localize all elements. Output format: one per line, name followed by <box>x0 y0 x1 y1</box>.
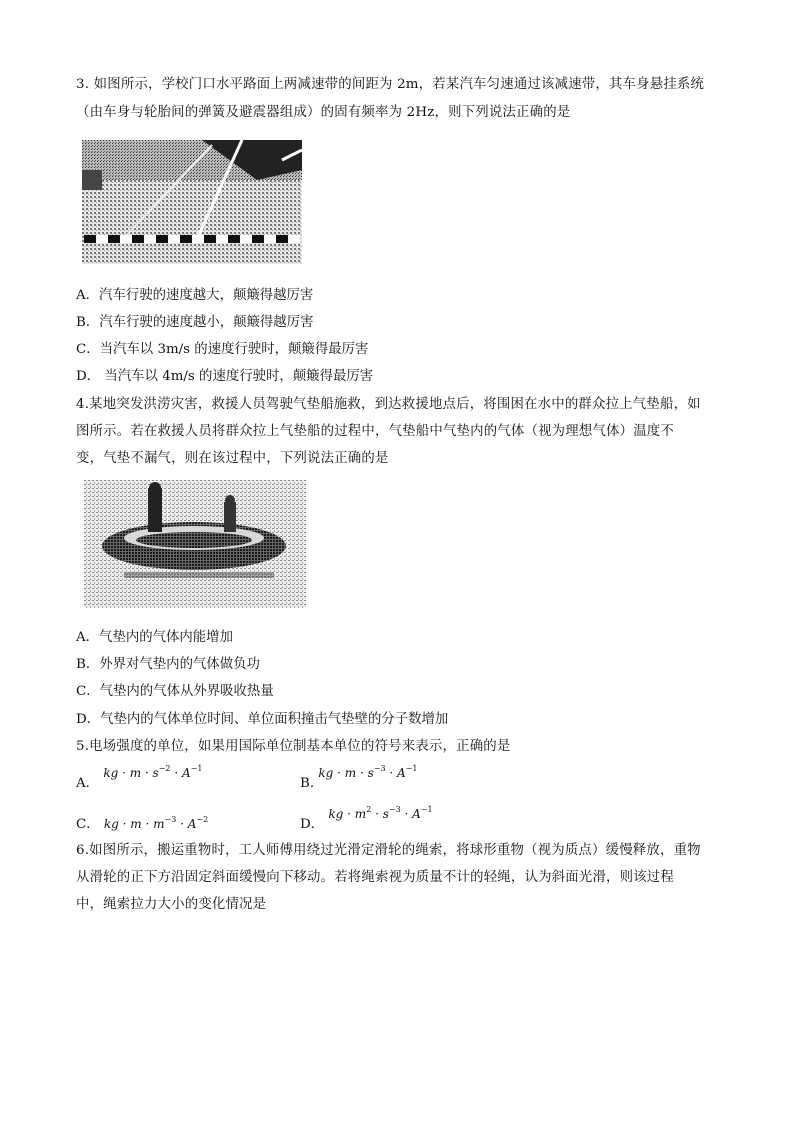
hovercraft-photo <box>84 480 306 608</box>
q6-stem-line3: 中，绳索拉力大小的变化情况是 <box>76 897 267 912</box>
q3-option-c: C．当汽车以 3m/s 的速度行驶时，颠簸得最厉害 <box>76 342 369 357</box>
q5-option-b-letter: B. <box>300 776 315 791</box>
q5-option-c <box>76 811 208 834</box>
q5-option-d-letter: D． <box>300 817 325 832</box>
q5-stem: 5.电场强度的单位，如果用国际单位制基本单位的符号来表示，正确的是 <box>76 739 511 754</box>
q4-stem-line2: 图所示。若在救援人员将群众拉上气垫船的过程中，气垫船中气垫内的气体（视为理想气体）温度不 <box>76 424 674 439</box>
q3-stem-line1: 3. 如图所示，学校门口水平路面上两减速带的间距为 2m，若某汽车匀速通过该减速带，其车身悬挂系统 <box>76 77 705 92</box>
q5-option-a-letter: A． <box>76 776 100 791</box>
q6-stem-line1: 6.如图所示，搬运重物时，工人师傅用绕过光滑定滑轮的绳索，将球形重物（视为质点）缓慢释放，重物 <box>76 843 701 858</box>
q3-option-a: A．汽车行驶的速度越大，颠簸得越厉害 <box>76 288 314 303</box>
q4-option-c: C．气垫内的气体从外界吸收热量 <box>76 684 274 699</box>
q5-option-a <box>76 764 203 793</box>
q5-option-d <box>300 805 433 834</box>
q4-option-d: D．气垫内的气体单位时间、单位面积撞击气垫壁的分子数增加 <box>76 712 449 727</box>
q5-option-b <box>300 764 418 793</box>
q6-stem-line2: 从滑轮的正下方沿固定斜面缓慢向下移动。若将绳索视为质量不计的轻绳，认为斜面光滑，则该过程 <box>76 870 674 885</box>
q3-stem-line2: （由车身与轮胎间的弹簧及避震器组成）的固有频率为 2Hz，则下列说法正确的是 <box>76 105 571 120</box>
q5-option-c-letter: C． <box>76 817 100 832</box>
q5-option-d-formula: kg · $m^2 \cdot s^{-3} \cdot A^{-1}$ <box>328 805 433 821</box>
q3-option-b: B．汽车行驶的速度越小，颠簸得越厉害 <box>76 315 314 330</box>
q4-option-b: B．外界对气垫内的气体做负功 <box>76 657 260 672</box>
q5-option-b-formula: kg · $m \cdot s^{-3} \cdot A^{-1}$ <box>318 764 418 780</box>
speed-bump-photo <box>82 140 302 264</box>
q4-stem-line3: 变，气垫不漏气，则在该过程中，下列说法正确的是 <box>76 451 389 466</box>
q4-stem-line1: 4.某地突发洪涝灾害，救援人员驾驶气垫船施救，到达救援地点后，将围困在水中的群众拉上气垫船，如 <box>76 397 701 412</box>
q4-option-a: A．气垫内的气体内能增加 <box>76 630 233 645</box>
q5-option-c-formula: kg · $m \cdot m^{-3} \cdot A^{-2}$ <box>103 815 209 831</box>
q3-option-d: D． 当汽车以 4m/s 的速度行驶时，颠簸得最厉害 <box>76 369 374 384</box>
q5-option-a-formula: kg · $m \cdot s^{-2} \cdot A^{-1}$ <box>103 764 203 780</box>
